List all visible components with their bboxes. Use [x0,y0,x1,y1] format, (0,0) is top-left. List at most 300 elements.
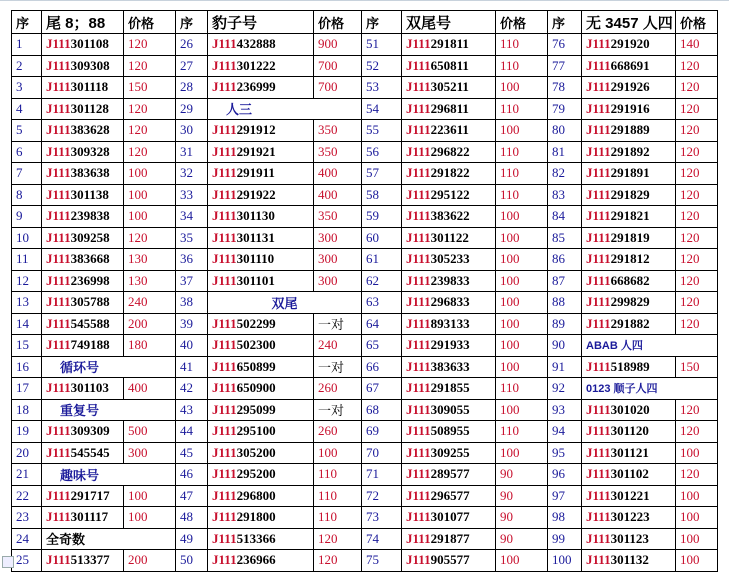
code-suffix: 296833 [430,294,470,310]
row-index: 99 [548,528,582,550]
table-row [12,34,718,56]
number-code [42,34,124,56]
row-index: 87 [548,270,582,292]
number-code [582,399,676,421]
code-prefix: J111 [586,530,611,546]
code-prefix: J111 [586,358,611,374]
code-prefix: J111 [212,530,237,546]
row-index: 81 [548,141,582,163]
number-code [402,270,496,292]
price-cell: 400 [124,378,176,400]
code-prefix: J111 [46,444,71,460]
code-prefix: J111 [586,401,611,417]
row-index: 11 [12,249,42,271]
code-suffix: 296577 [430,487,470,503]
code-prefix: J111 [406,552,431,568]
code-suffix: 301123 [610,530,649,546]
price-cell: 120 [676,120,718,142]
row-index: 39 [176,313,208,335]
code-suffix: 301101 [236,272,275,288]
code-suffix: 301131 [236,229,275,245]
code-prefix: J111 [586,57,611,73]
number-code [208,356,314,378]
price-cell: 100 [496,77,548,99]
price-cell: 300 [314,270,362,292]
price-cell: 400 [314,163,362,185]
number-code [42,292,124,314]
row-index: 91 [548,356,582,378]
row-index: 68 [362,399,402,421]
price-cell: 350 [314,120,362,142]
code-prefix: J111 [406,229,431,245]
row-index: 59 [362,206,402,228]
code-prefix: J111 [586,552,611,568]
code-prefix: J111 [406,294,431,310]
row-index: 51 [362,34,402,56]
price-cell: 240 [314,335,362,357]
code-suffix: 305788 [70,294,110,310]
price-cell: 110 [496,163,548,185]
price-cell: 350 [314,141,362,163]
code-suffix: 301128 [70,100,109,116]
code-prefix: J111 [406,251,431,267]
price-cell: 120 [124,34,176,56]
code-suffix: 296822 [430,143,470,159]
number-code [42,550,124,572]
number-code [582,485,676,507]
price-cell: 120 [124,98,176,120]
row-index: 95 [548,442,582,464]
row-index: 84 [548,206,582,228]
row-index: 18 [12,399,42,421]
number-code [402,77,496,99]
code-prefix: J111 [406,423,431,439]
row-index: 28 [176,77,208,99]
code-suffix: 383638 [70,165,110,181]
price-cell: 90 [496,485,548,507]
row-index: 54 [362,98,402,120]
number-code [402,55,496,77]
number-code [582,421,676,443]
code-suffix: 295200 [236,466,276,482]
code-prefix: J111 [406,186,431,202]
price-cell: 一对 [314,356,362,378]
code-prefix: J111 [212,423,237,439]
row-index: 78 [548,77,582,99]
number-code [208,184,314,206]
number-code [208,378,314,400]
code-suffix: 296800 [236,487,276,503]
price-cell: 120 [676,141,718,163]
row-index: 20 [12,442,42,464]
code-suffix: 305233 [430,251,470,267]
code-suffix: 291912 [236,122,276,138]
code-prefix: J111 [46,487,71,503]
number-code [208,421,314,443]
code-suffix: 668682 [610,272,650,288]
row-index: 23 [12,507,42,529]
price-cell: 100 [496,292,548,314]
price-cell: 300 [124,442,176,464]
code-prefix: J111 [406,100,431,116]
row-index: 1 [12,34,42,56]
code-prefix: J111 [46,57,71,73]
number-code [582,120,676,142]
code-suffix: 295100 [236,423,276,439]
code-suffix: 502300 [236,337,276,353]
table-row [12,442,718,464]
code-prefix: J111 [586,208,611,224]
price-cell: 260 [314,378,362,400]
code-suffix: 301103 [70,380,109,396]
number-code [208,442,314,464]
number-code [42,378,124,400]
price-cell: 100 [496,335,548,357]
table-row [12,163,718,185]
table-row [12,77,718,99]
code-prefix: J111 [212,122,237,138]
price-cell: 180 [124,335,176,357]
code-suffix: 749188 [70,337,110,353]
top-crop-line [0,0,729,1]
code-suffix: 518989 [610,358,650,374]
code-suffix: 301221 [610,487,650,503]
row-index: 96 [548,464,582,486]
price-cell: 120 [676,399,718,421]
code-suffix: 301122 [430,229,469,245]
number-code [402,528,496,550]
price-cell: 90 [496,464,548,486]
number-code [582,227,676,249]
code-prefix: J111 [46,36,71,52]
number-code [208,528,314,550]
code-suffix: 650900 [236,380,276,396]
row-index: 61 [362,249,402,271]
code-prefix: J111 [212,272,237,288]
table-row [12,378,718,400]
row-index: 31 [176,141,208,163]
price-cell: 120 [676,206,718,228]
row-index: 82 [548,163,582,185]
number-code [582,270,676,292]
row-index: 55 [362,120,402,142]
code-prefix: J111 [212,36,237,52]
code-prefix: J111 [212,79,237,95]
section-heading: 循环号 [42,356,176,378]
header-code-2: 双尾号 [402,11,496,34]
number-code [42,98,124,120]
number-code [582,507,676,529]
code-suffix: 301118 [70,79,109,95]
code-prefix: J111 [406,358,431,374]
number-code [42,313,124,335]
row-index: 52 [362,55,402,77]
code-prefix: J111 [406,444,431,460]
price-cell: 110 [496,421,548,443]
table-row [12,292,718,314]
code-suffix: 236998 [70,272,110,288]
price-cell: 300 [314,249,362,271]
price-cell: 100 [676,528,718,550]
row-index: 67 [362,378,402,400]
price-cell: 110 [314,464,362,486]
code-suffix: 291882 [610,315,650,331]
row-index: 8 [12,184,42,206]
price-cell: 120 [314,528,362,550]
price-cell: 120 [676,184,718,206]
code-prefix: J111 [212,358,237,374]
code-prefix: J111 [212,165,237,181]
code-prefix: J111 [586,294,611,310]
code-suffix: 305211 [430,79,469,95]
row-index: 25 [12,550,42,572]
row-index: 5 [12,120,42,142]
code-prefix: J111 [212,401,237,417]
code-suffix: 299829 [610,294,650,310]
row-index: 73 [362,507,402,529]
code-suffix: 301223 [610,509,650,525]
table-row [12,55,718,77]
table-row [12,98,718,120]
code-suffix: 383628 [70,122,110,138]
code-prefix: J111 [586,229,611,245]
number-code [42,77,124,99]
code-suffix: 650899 [236,358,276,374]
number-code [42,270,124,292]
number-code [582,249,676,271]
header-price-3: 价格 [676,11,718,34]
code-prefix: J111 [46,315,71,331]
table-row [12,421,718,443]
code-prefix: J111 [406,509,431,525]
row-index: 85 [548,227,582,249]
code-prefix: J111 [46,143,71,159]
code-prefix: J111 [586,186,611,202]
row-index: 53 [362,77,402,99]
code-prefix: J111 [46,79,71,95]
header-price-1: 价格 [314,11,362,34]
code-suffix: 309328 [70,143,110,159]
number-price-table [11,10,718,572]
price-cell: 90 [496,528,548,550]
code-prefix: J111 [586,143,611,159]
price-cell: 120 [124,227,176,249]
table-row [12,356,718,378]
code-prefix: J111 [46,165,71,181]
price-cell: 300 [314,227,362,249]
row-index: 42 [176,378,208,400]
row-index: 22 [12,485,42,507]
row-index: 34 [176,206,208,228]
row-index: 97 [548,485,582,507]
row-index: 33 [176,184,208,206]
code-prefix: J111 [586,251,611,267]
price-cell: 110 [496,378,548,400]
price-cell: 100 [314,442,362,464]
code-prefix: J111 [406,466,431,482]
code-prefix: J111 [212,143,237,159]
number-code [208,141,314,163]
number-code [582,550,676,572]
number-code [402,550,496,572]
price-cell: 100 [496,206,548,228]
code-prefix: J111 [406,79,431,95]
code-prefix: J111 [406,57,431,73]
price-cell: 100 [496,227,548,249]
row-index: 29 [176,98,208,120]
code-prefix: J111 [586,315,611,331]
code-suffix: 905577 [430,552,470,568]
row-index: 62 [362,270,402,292]
code-prefix: J111 [586,509,611,525]
number-code [42,55,124,77]
code-suffix: 296811 [430,100,469,116]
header-code-0: 尾 8；88 [42,11,124,34]
section-heading: 趣味号 [42,464,176,486]
code-prefix: J111 [46,229,71,245]
price-cell: 100 [124,485,176,507]
code-suffix: 301132 [610,552,649,568]
row-index: 60 [362,227,402,249]
code-suffix: 301117 [70,509,109,525]
code-suffix: 291889 [610,122,650,138]
price-cell: 260 [314,421,362,443]
code-suffix: 236966 [236,552,276,568]
price-cell: 150 [124,77,176,99]
code-suffix: 305200 [236,444,276,460]
price-cell: 200 [124,550,176,572]
code-suffix: 513377 [70,552,110,568]
price-cell: 120 [676,98,718,120]
section-heading: 重复号 [42,399,176,421]
number-code [402,249,496,271]
number-code [402,98,496,120]
code-prefix: J111 [46,186,71,202]
price-cell: 350 [314,206,362,228]
number-code [42,335,124,357]
number-code [582,141,676,163]
row-index: 66 [362,356,402,378]
code-prefix: J111 [46,272,71,288]
header-price-2: 价格 [496,11,548,34]
number-code [402,292,496,314]
row-index: 44 [176,421,208,443]
row-index: 24 [12,528,42,550]
code-suffix: 309308 [70,57,110,73]
header-num-1: 序 [176,11,208,34]
row-index: 32 [176,163,208,185]
price-cell: 120 [676,163,718,185]
table-row [12,507,718,529]
row-index: 41 [176,356,208,378]
number-code [582,206,676,228]
code-suffix: 291933 [430,337,470,353]
number-code [402,485,496,507]
code-suffix: 291855 [430,380,470,396]
row-index: 9 [12,206,42,228]
row-index: 65 [362,335,402,357]
price-cell: 100 [496,356,548,378]
row-index: 12 [12,270,42,292]
code-prefix: J111 [586,79,611,95]
code-suffix: 291819 [610,229,650,245]
number-code [402,442,496,464]
number-code [208,227,314,249]
price-cell: 100 [496,270,548,292]
code-prefix: J111 [46,552,71,568]
code-prefix: J111 [212,444,237,460]
row-index: 63 [362,292,402,314]
code-prefix: J111 [46,208,71,224]
row-index: 92 [548,378,582,400]
row-index: 19 [12,421,42,443]
section-heading: 人三 [208,98,362,120]
row-index: 37 [176,270,208,292]
row-index: 27 [176,55,208,77]
number-code [208,270,314,292]
code-prefix: J111 [406,122,431,138]
number-code [402,163,496,185]
code-prefix: J111 [212,251,237,267]
code-prefix: J111 [212,509,237,525]
price-cell: 120 [676,292,718,314]
row-index: 3 [12,77,42,99]
number-code [402,206,496,228]
section-heading: ABAB 人四 [582,335,718,357]
code-suffix: 301130 [236,208,275,224]
row-index: 57 [362,163,402,185]
number-code [208,34,314,56]
price-cell: 100 [124,163,176,185]
row-index: 49 [176,528,208,550]
price-cell: 200 [124,313,176,335]
row-index: 58 [362,184,402,206]
code-suffix: 309309 [70,423,110,439]
price-cell: 400 [314,184,362,206]
row-index: 89 [548,313,582,335]
number-code [208,464,314,486]
code-suffix: 291877 [430,530,470,546]
code-suffix: 291822 [430,165,470,181]
price-cell: 120 [676,249,718,271]
number-code [208,206,314,228]
table-row [12,528,718,550]
price-cell: 900 [314,34,362,56]
row-index: 47 [176,485,208,507]
number-code [42,163,124,185]
price-cell: 130 [124,249,176,271]
price-cell: 120 [676,270,718,292]
price-sheet [11,10,718,572]
code-suffix: 545545 [70,444,110,460]
code-suffix: 291926 [610,79,650,95]
row-index: 21 [12,464,42,486]
code-suffix: 291892 [610,143,650,159]
row-index: 2 [12,55,42,77]
code-suffix: 291800 [236,509,276,525]
number-code [208,485,314,507]
code-suffix: 668691 [610,57,650,73]
table-row [12,464,718,486]
number-code [208,120,314,142]
price-cell: 120 [676,313,718,335]
header-code-3: 无 3457 人四 [582,11,676,34]
price-cell: 110 [314,485,362,507]
row-index: 16 [12,356,42,378]
code-suffix: 301110 [236,251,275,267]
code-suffix: 309258 [70,229,110,245]
code-suffix: 301222 [236,57,276,73]
